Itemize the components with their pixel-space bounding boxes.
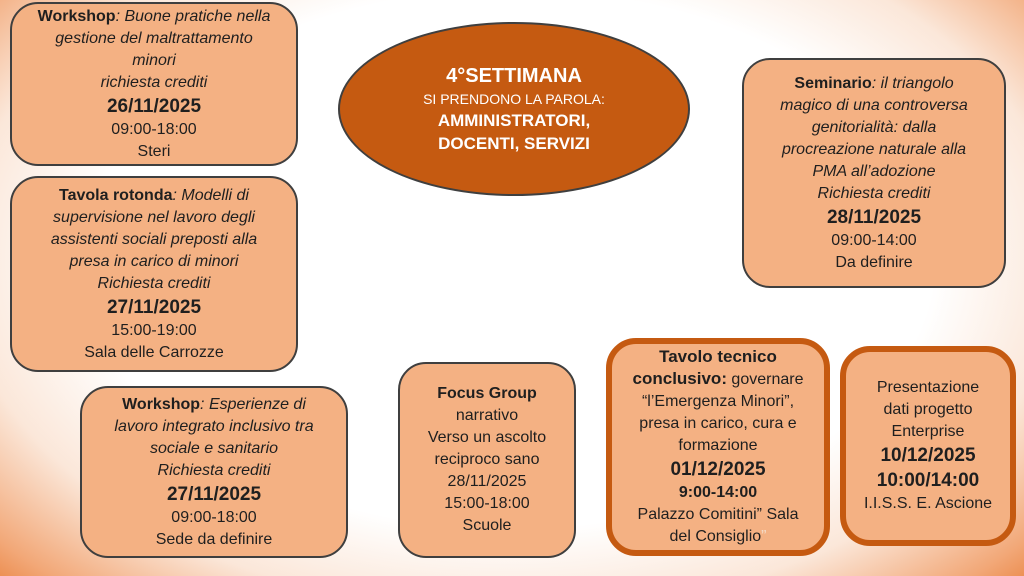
event-place: Steri [137, 142, 171, 160]
event-kind: Workshop [37, 7, 116, 25]
week-subtitle: SI PRENDONO LA PAROLA: [423, 91, 605, 107]
event-date: 10/12/2025 [880, 445, 976, 466]
event-place: Sala delle Carrozze [84, 343, 224, 361]
event-topic: Esperienze di [208, 395, 306, 413]
event-card-tavola-rotonda[interactable]: Tavola rotonda: Modelli di supervisione nel lavoro degli assistenti sociali preposti alla presa in carico di minori Richiesta crediti 27/11/2025 15:00-19:00 Sala delle Carrozze [10, 176, 298, 372]
event-time: 15:00-19:00 [111, 321, 197, 339]
event-credits: Richiesta crediti [97, 274, 211, 292]
event-card-seminario[interactable]: Seminario: il triangolo magico di una controversa genitorialità: dalla procreazione naturale alla PMA all’adozione Richiesta crediti 28/11/2025 09:00-14:00 Da definire [742, 58, 1006, 288]
event-credits: Richiesta crediti [157, 461, 271, 479]
event-kind: Tavola rotonda [59, 186, 173, 204]
event-time: 9:00-14:00 [678, 484, 758, 501]
event-date: 28/11/2025 [447, 473, 527, 490]
event-date: 01/12/2025 [670, 459, 766, 480]
event-date: 28/11/2025 [826, 206, 922, 228]
event-time: 09:00-14:00 [831, 231, 917, 249]
event-topic: governare [726, 371, 804, 388]
event-kind: Seminario [794, 74, 872, 92]
event-card-workshop-maltrattamento[interactable]: Workshop: Buone pratiche nella gestione del maltrattamento minori richiesta crediti 26/11/2025 09:00-18:00 Steri [10, 2, 298, 166]
event-date: 27/11/2025 [106, 296, 202, 318]
event-card-presentazione[interactable]: Presentazione dati progetto Enterprise 10/12/2025 10:00/14:00 I.I.S.S. E. Ascione [840, 346, 1016, 546]
event-card-workshop-integrato[interactable]: Workshop: Esperienze di lavoro integrato inclusivo tra sociale e sanitario Richiesta crediti 27/11/2025 09:00-18:00 Sede da definire [80, 386, 348, 558]
event-place: I.I.S.S. E. Ascione [863, 495, 993, 512]
event-card-tavolo-tecnico[interactable]: Tavolo tecnico conclusivo: governare “l’Emergenza Minori”, presa in carico, cura e formazione 01/12/2025 9:00-14:00 Palazzo Comitini” Sala del Consiglio” [606, 338, 830, 556]
speakers-line-1: AMMINISTRATORI, [437, 111, 591, 130]
event-place: Sede da definire [155, 530, 273, 548]
speakers-line-2: DOCENTI, SERVIZI [438, 134, 590, 153]
event-place: Scuole [462, 517, 512, 534]
event-kind: Workshop [122, 395, 201, 413]
event-time: 09:00-18:00 [171, 508, 257, 526]
event-date: 27/11/2025 [166, 483, 262, 505]
event-time: 10:00/14:00 [876, 470, 980, 491]
event-card-focus-group[interactable]: Focus Group narrativo Verso un ascolto reciproco sano 28/11/2025 15:00-18:00 Scuole [398, 362, 576, 558]
event-place: Da definire [835, 253, 913, 271]
event-topic: il triangolo [880, 74, 954, 92]
week-title: 4°SETTIMANA [446, 65, 582, 87]
event-date: 26/11/2025 [106, 95, 202, 117]
event-kind: Focus Group [437, 385, 537, 402]
event-place: Palazzo Comitini” Sala [637, 506, 799, 523]
week-title-ellipse [338, 22, 690, 196]
event-topic: Buone pratiche nella [124, 7, 271, 25]
event-time: 09:00-18:00 [111, 120, 197, 138]
event-credits: Richiesta crediti [817, 184, 931, 202]
event-topic: Modelli di [181, 186, 249, 204]
event-credits: richiesta crediti [100, 73, 208, 91]
event-kind: Tavolo tecnico [659, 347, 777, 366]
event-time: 15:00-18:00 [444, 495, 530, 512]
